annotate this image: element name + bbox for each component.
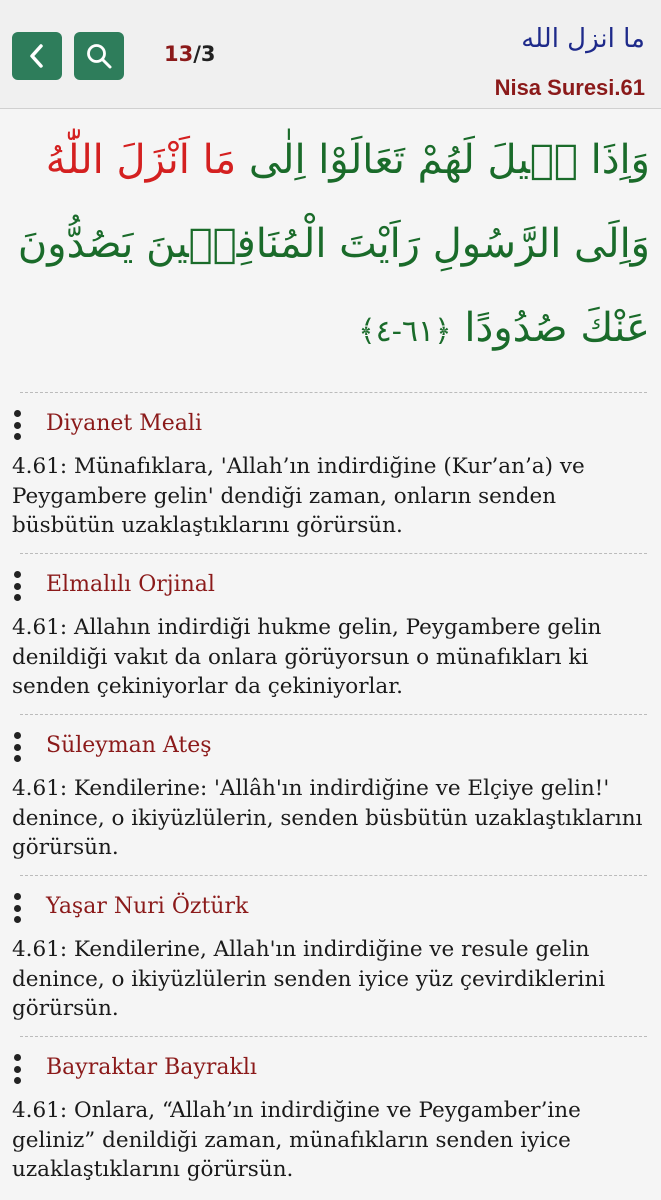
divider xyxy=(20,1036,647,1037)
translation-list xyxy=(0,380,661,1185)
translation-item xyxy=(0,1024,661,1185)
translation-item xyxy=(0,380,661,541)
translation-text: 4.61: Allahın indirdiği hukme gelin, Peygambere gelin denildiği vakıt da onlara görüyorsun o münafıkları ki senden çekiniyorlar da çekiniyorlar. xyxy=(12,615,602,699)
verse-text-part1: وَاِذَا قٖيلَ لَهُمْ تَعَالَوْا اِلٰى xyxy=(236,137,650,183)
surah-reference: Nisa Suresi.61 xyxy=(494,75,645,100)
translation-text: 4.61: Münafıklara, 'Allah’ın indirdiğine (Kur’an’a) ve Peygambere gelin' dendiği zaman, onların senden büsbütün uzaklaştıklarını görürsün. xyxy=(12,454,585,538)
chevron-left-icon xyxy=(26,43,48,69)
more-vert-icon[interactable] xyxy=(10,410,24,440)
top-bar xyxy=(0,0,661,109)
more-vert-icon[interactable] xyxy=(10,571,24,601)
translation-name: Bayraktar Bayraklı xyxy=(46,1055,257,1080)
divider xyxy=(20,553,647,554)
divider xyxy=(20,392,647,393)
more-vert-icon[interactable] xyxy=(10,893,24,923)
translation-item xyxy=(0,541,661,702)
more-vert-icon[interactable] xyxy=(10,1054,24,1084)
translation-name: Yaşar Nuri Öztürk xyxy=(46,894,249,919)
translation-item xyxy=(0,702,661,863)
page-counter xyxy=(164,42,216,66)
search-icon xyxy=(85,42,113,70)
translation-name: Diyanet Meali xyxy=(46,411,202,436)
divider xyxy=(20,875,647,876)
search-button[interactable] xyxy=(74,32,124,80)
translation-text: 4.61: Kendilerine: 'Allâh'ın indirdiğine ve Elçiye gelin!' denince, o ikiyüzlülerin, senden büsbütün uzaklaştıklarını görürsün. xyxy=(12,776,643,860)
translation-text: 4.61: Kendilerine, Allah'ın indirdiğine ve resule gelin denince, o ikiyüzlülerin senden iyice yüz çevirdiklerini görürsün. xyxy=(12,937,606,1021)
verse-highlight: مَا اَنْزَلَ اللّٰهُ xyxy=(45,137,237,183)
verse-number: ﴿٦١-٤﴾ xyxy=(358,314,452,349)
verse-text-part2: وَاِلَى الرَّسُولِ رَاَيْتَ الْمُنَافِقٖينَ يَصُدُّونَ عَنْكَ صُدُودًا xyxy=(17,221,650,351)
translation-item xyxy=(0,863,661,1024)
back-button[interactable] xyxy=(12,32,62,80)
translation-text: 4.61: Onlara, “Allah’ın indirdiğine ve Peygamber’ine geliniz” denildiği zaman, münafıkların senden iyice uzaklaştıklarını görürsün. xyxy=(12,1098,581,1182)
counter-current: 13 xyxy=(164,42,194,66)
divider xyxy=(20,714,647,715)
arabic-verse xyxy=(10,118,650,374)
search-term-arabic: ما انزل الله xyxy=(521,24,645,54)
translation-name: Elmalılı Orjinal xyxy=(46,572,215,597)
translation-name: Süleyman Ateş xyxy=(46,733,212,758)
more-vert-icon[interactable] xyxy=(10,732,24,762)
counter-total: /3 xyxy=(193,42,216,66)
